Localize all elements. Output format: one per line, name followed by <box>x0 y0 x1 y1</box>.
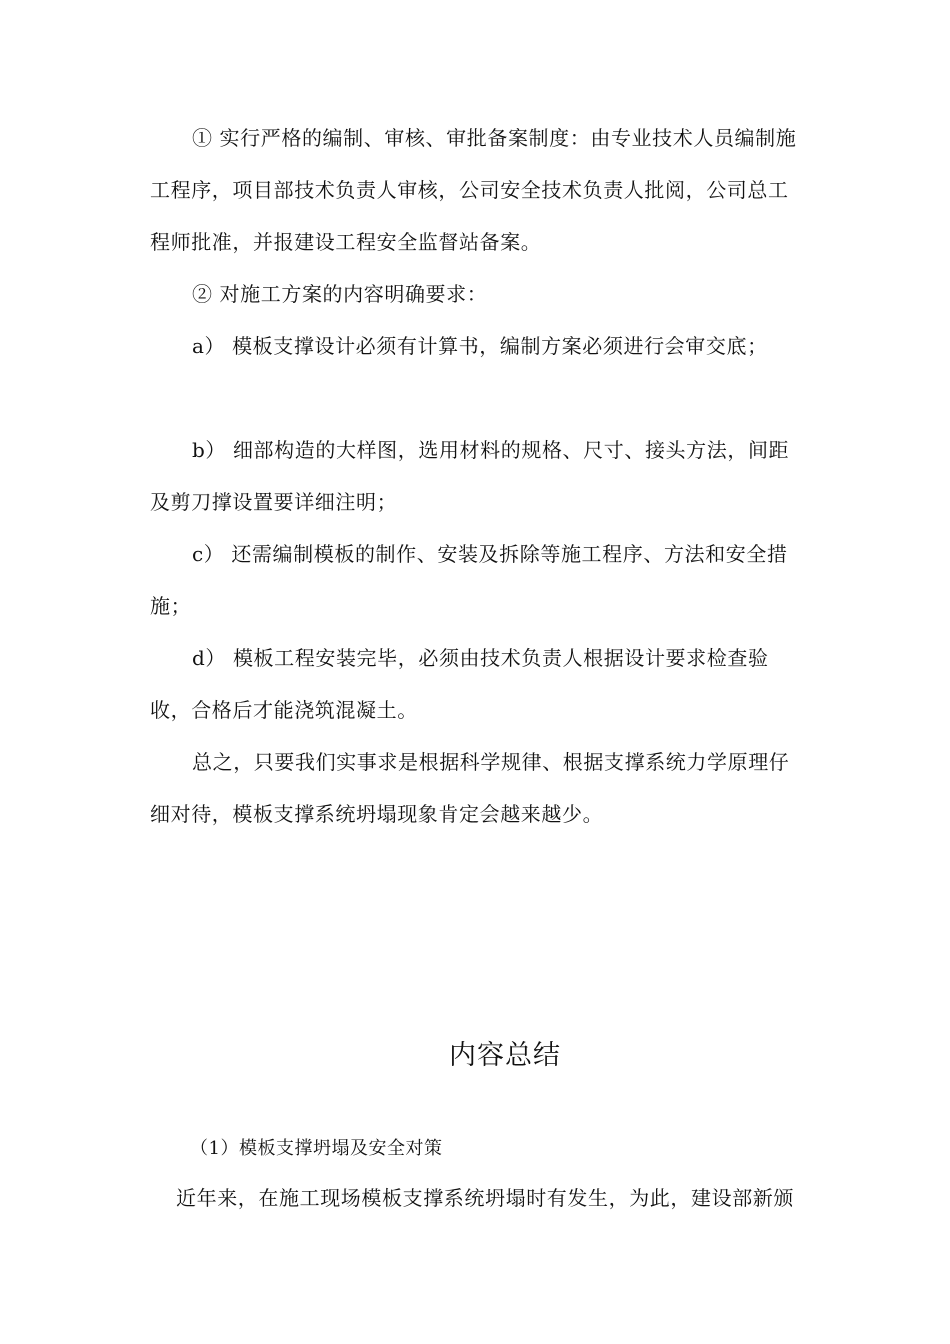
paragraph-item-a: a） 模板支撑设计必须有计算书，编制方案必须进行会审交底； <box>192 334 768 358</box>
paragraph-item-d: d） 模板工程安装完毕，必须由技术负责人根据设计要求检查验收，合格后才能浇筑混凝土。 <box>150 646 769 722</box>
paragraph-item-c: c） 还需编制模板的制作、安装及拆除等施工程序、方法和安全措施； <box>150 542 788 618</box>
paragraph-approval-system: ① 实行严格的编制、审核、审批备案制度：由专业技术人员编制施工程序，项目部技术负责人审核，公司安全技术负责人批阅，公司总工程师批准，并报建设工程安全监督站备案。 <box>150 126 797 254</box>
summary-title: 内容总结 <box>449 1040 561 1071</box>
paragraph-plan-requirements: ② 对施工方案的内容明确要求： <box>192 282 488 306</box>
summary-subtitle: （1）模板支撑坍塌及安全对策 <box>190 1138 443 1159</box>
paragraph-conclusion: 总之，只要我们实事求是根据科学规律、根据支撑系统力学原理仔细对待，模板支撑系统坍塌现象肯定会越来越少。 <box>150 750 790 826</box>
paragraph-item-b: b） 细部构造的大样图，选用材料的规格、尺寸、接头方法，间距及剪刀撑设置要详细注明； <box>150 438 790 514</box>
summary-body: 近年来，在施工现场模板支撑系统坍塌时有发生，为此，建设部新颁 <box>176 1186 794 1210</box>
